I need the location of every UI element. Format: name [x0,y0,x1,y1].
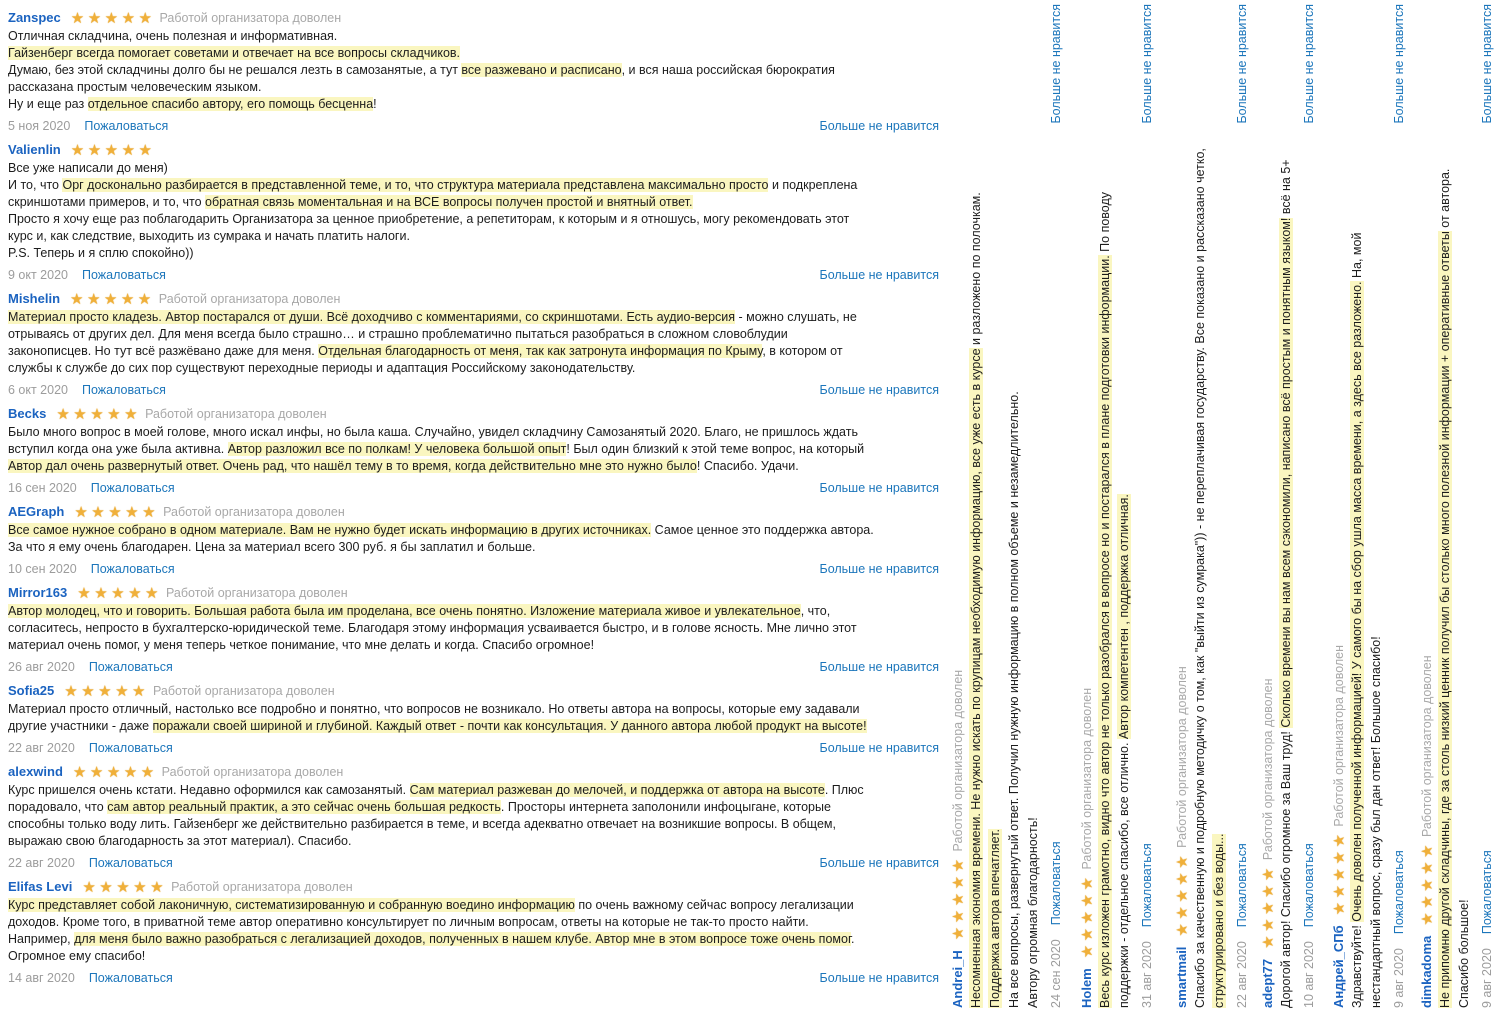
review-body [8,309,939,377]
five-star-rating-icon: ★★★★★ [950,855,967,941]
rotated-review-column [948,0,1065,1010]
username-link[interactable]: Holem [1079,968,1094,1008]
plain-text: и подкреплена [768,178,858,192]
review-text-line [8,897,939,914]
review-text-line [1436,4,1455,1008]
review [8,583,939,676]
review-body [8,160,939,262]
review-text-line [8,441,939,458]
unlike-link[interactable]: Больше не нравится [819,119,939,133]
review-date: 22 авг 2020 [1235,941,1249,1008]
review-body [8,701,939,735]
review-footer [8,854,939,872]
username-link[interactable]: adept77 [1260,958,1275,1008]
report-link[interactable]: Пожаловаться [88,660,173,674]
username-link[interactable]: Mishelin [8,291,61,306]
review-body [1436,4,1474,1008]
review-text-line [8,833,939,850]
review [8,762,939,872]
highlighted-text: Несомненная экономия времени. Не нужно искать по крупицам необходимую информацию, все уже есть в курсе [969,348,983,1008]
review-text-line [1115,4,1134,1008]
review-text-line [8,160,939,177]
unlike-link[interactable]: Больше не нравится [819,660,939,674]
username-link[interactable]: AEGraph [8,504,65,519]
plain-text: и разложено по полочкам. [969,192,983,349]
rotated-review-column [1329,0,1408,1010]
plain-text: ! Был один близкий к этой теме вопрос, на который [566,442,865,456]
review-date: 9 авг 2020 [1480,948,1494,1008]
highlighted-text: Материал просто кладезь. Автор постарался от души. Всё доходчиво с комментариями, со скриншотами. Есть аудио-версия [8,310,736,324]
review-header [8,762,939,782]
review-status-label: Работой организатора доволен [161,765,344,779]
plain-text: По поводу [1098,191,1112,256]
plain-text: Просто я хочу еще раз поблагодарить Организатора за ценное приобретение, а репетиторам, к которым и я отношусь, могу рекомендовать этот [8,212,850,226]
review-date: 22 авг 2020 [8,741,75,755]
review-text-line [8,194,939,211]
review-status-label: Работой организатора доволен [159,11,342,25]
review-text-line [8,718,939,735]
unlike-link[interactable]: Больше не нравится [819,383,939,397]
review-date: 24 сен 2020 [1049,939,1063,1008]
review-date: 5 ноя 2020 [8,119,71,133]
review-footer [8,266,939,284]
review-date: 16 сен 2020 [8,481,77,495]
review-text-line [8,620,939,637]
report-link[interactable]: Пожаловаться [90,562,175,576]
review-header [8,140,939,160]
review-text-line [8,326,939,343]
username-link[interactable]: Андрей_СПб [1331,925,1346,1008]
review-text-line [986,4,1005,1008]
review-header [948,4,967,1008]
highlighted-text: Автор молодец, что и говорить. Большая работа была им проделана, все очень понятно. Изложение материала живое и увлекательное [8,604,801,618]
review-header [8,681,939,701]
highlighted-text: Сколько времени вы нам всем сэкономили, написано всё простым и понятным языком! [1279,217,1293,728]
plain-text: . Плюс [824,783,864,797]
review-text-line [8,96,939,113]
highlighted-text: структурировано и без воды... [1212,833,1226,1008]
highlighted-text: поражали своей шириной и глубиной. Каждый ответ - почти как консультация. У данного автора любой продукт на высоте! [152,719,867,733]
highlighted-text: Орг досконально разбирается в представленной теме, и то, что структура материала представлена максимально просто [62,178,769,192]
review-footer [1478,4,1496,1008]
review-header [8,404,939,424]
review-header [8,8,939,28]
highlighted-text: Гайзенберг всегда помогает советами и отвечает на все вопросы складчиков. [8,46,461,60]
report-link[interactable]: Пожаловаться [1480,850,1494,935]
plain-text: курс и, как следствие, выходить из сумрака и начать платить налоги. [8,229,410,243]
plain-text: поддержки - отдельное спасибо, все отлично. [1117,739,1131,1008]
review-text-line [8,782,939,799]
unlike-link[interactable]: Больше не нравится [1392,4,1406,124]
plain-text: , и вся наша российская бюрократия [621,63,835,77]
highlighted-text: Не припомню другой складчины, где за столь низкий ценник получил бы столько много полезной информации + оперативные ответы [1438,231,1452,1008]
review-footer [8,381,939,399]
review-date: 10 авг 2020 [1302,941,1316,1008]
username-link[interactable]: Valienlin [8,142,61,157]
rotated-review-column [1258,0,1318,1010]
plain-text: . Просторы интернета заполонили инфоцыгане, которые [500,800,831,814]
unlike-link[interactable]: Больше не нравится [819,741,939,755]
highlighted-text: все разжевано и расписано [461,63,622,77]
review-status-label: Работой организатора доволен [1420,655,1434,837]
review-text-line [1005,4,1024,1008]
plain-text: способны только воду лить. Гайзенберг же действительно разбирается в теме, и всегда адекватно отвечает на возникшие вопросы. В общем, [8,817,836,831]
unlike-link[interactable]: Больше не нравится [1140,4,1154,124]
highlighted-text: Все самое нужное собрано в одном материале. Вам не нужно будет искать информацию в других источниках. [8,523,652,537]
rotated-review-content [1329,0,1413,1010]
plain-text: - можно слушать, не [735,310,857,324]
review-footer [8,560,939,578]
unlike-link[interactable]: Больше не нравится [819,856,939,870]
review-header [8,877,939,897]
five-star-rating-icon: ★★★★★ [1079,873,1096,959]
highlighted-text: обратная связь моментальная и на ВСЕ вопросы получен простой и внятный ответ. [205,195,693,209]
review-date: 6 окт 2020 [8,383,68,397]
review-text-line [8,360,939,377]
review-text-line [8,211,939,228]
report-link[interactable]: Пожаловаться [1302,843,1316,928]
five-star-rating-icon: ★★★★★ [1331,830,1348,916]
rotated-review-content [1172,0,1256,1010]
review-status-label: Работой организатора доволен [171,880,353,894]
review-text-line [8,45,939,62]
review-header [8,583,939,603]
review [8,140,939,284]
five-star-rating-icon: ★★★★★ [74,504,160,521]
review-text-line [8,28,939,45]
review-body [1191,4,1229,1008]
review-text-line [8,522,939,539]
review-text-line [8,424,939,441]
review-text-line [8,228,939,245]
highlighted-text: Курс представляет собой лаконичную, систематизированную и собранную воедино информацию [8,898,575,912]
plain-text: Ну и еще раз [8,97,88,111]
plain-text: согласитесь, непросто в бухгалтерско-юридической теме. Благодаря этому информация усваивается быстро, и в голове ясность. Мне лично этот [8,621,857,635]
review-body [1096,4,1134,1008]
plain-text: Спасибо за качественную и подробную методичку о том, как "выйти из сумрака")) - не переплачивая государству. Все показано и рассказано четко, [1193,148,1207,1008]
plain-text: Материал просто отличный, настолько все подробно и понятно, что вопросов не возникало. Но ответы автора на вопросы, которые ему задавали [8,702,860,716]
review [948,4,1065,1008]
review-text-line [1210,4,1229,1008]
plain-text: ! Спасибо. Удачи. [696,459,799,473]
plain-text: всё на 5+ [1279,159,1293,218]
plain-text: , в котором от [762,344,843,358]
unlike-link[interactable]: Больше не нравится [819,562,939,576]
plain-text: Спасибо большое! [1457,899,1471,1008]
report-link[interactable]: Пожаловаться [1049,841,1063,926]
review-status-label: Работой организатора доволен [166,586,348,600]
review [8,8,939,135]
review-footer [8,117,939,135]
review-status-label: Работой организатора доволен [1080,687,1094,870]
review-text-line [1096,4,1115,1008]
highlighted-text: Автор компетентен , поддержка отличная. [1117,494,1131,740]
review-header [8,289,939,309]
plain-text: Дорогой автор! Спасибо огромное за Ваш труд! [1279,727,1293,1008]
review-footer [8,969,939,987]
plain-text: порадовало, что [8,800,108,814]
review [8,681,939,757]
plain-text: , что, [800,604,831,618]
review-header [1172,4,1191,1008]
review-body [8,603,939,654]
unlike-link[interactable]: Больше не нравится [1480,4,1494,124]
five-star-rating-icon: ★★★★★ [70,291,155,308]
username-link[interactable]: alexwind [8,764,63,779]
review-header [1077,4,1096,1008]
review-date: 26 авг 2020 [8,660,75,674]
username-link[interactable]: Mirror163 [8,585,68,600]
review-status-label: Работой организатора доволен [1175,666,1189,848]
unlike-link[interactable]: Больше не нравится [1235,4,1249,124]
review-text-line [1455,4,1474,1008]
review [8,404,939,497]
review-body [1277,4,1296,1008]
plain-text: Было много вопрос в моей голове, много искал инфы, но была каша. Случайно, увидел складчину Самозанятый 2020. Благо, не пришлось ждать [8,425,858,439]
review [8,289,939,399]
unlike-link[interactable]: Больше не нравится [819,481,939,495]
username-link[interactable]: Zanspec [8,10,61,25]
review-text-line [8,309,939,326]
review-date: 31 авг 2020 [1140,941,1154,1008]
plain-text: законописцев. Но тут всё разжёвано даже для меня. [8,344,319,358]
plain-text: И то, что [8,178,63,192]
highlighted-text: Очень доволен полученной информацией! У самого бы на сбор ушла масса времени, а здесь все разложено. [1350,281,1364,922]
plain-text: доходов. Кроме того, в приватной теме автор оперативно консультирует по личным вопросам, ответы на которые не так-то просто найти. [8,915,809,929]
plain-text: рассказана простым человеческим языком. [8,80,262,94]
review-footer [8,739,939,757]
username-link[interactable]: Becks [8,406,47,421]
review-text-line [8,603,939,620]
report-link[interactable]: Пожаловаться [1140,843,1154,928]
review-footer [1138,4,1156,1008]
plain-text: Все уже написали до меня) [8,161,168,175]
report-link[interactable]: Пожаловаться [82,268,166,282]
review-body [8,424,939,475]
highlighted-text: Автор дал очень развернутый ответ. Очень рад, что нашёл тему в то время, когда действительно мне это нужно было [8,459,697,473]
review-text-line [8,799,939,816]
review-text-line [8,637,939,654]
review-text-line [8,816,939,833]
unlike-link[interactable]: Больше не нравится [819,268,939,282]
plain-text: отрываясь от других дел. Для меня всегда было страшно… и страшно проблематично пытаться разобраться в сложном словоблудии [8,327,788,341]
review-text-line [1024,4,1043,1008]
review [8,502,939,578]
plain-text: P.S. Теперь и я сплю спокойно)) [8,246,194,260]
plain-text: вступил когда она уже была активна. [8,442,228,456]
review-status-label: Работой организатора доволен [1261,678,1275,861]
rotated-review-content [948,0,1070,1010]
review-text-line [1348,4,1367,1008]
review-text-line [8,701,939,718]
plain-text: материал очень помог, у меня теперь четкое понимание, что мне делать и когда. Спасибо огромное! [8,638,595,652]
report-link[interactable]: Пожаловаться [88,741,173,755]
review-date: 9 авг 2020 [1392,948,1406,1008]
review-footer [1300,4,1318,1008]
plain-text: Автору огромная благодарность! [1026,817,1040,1008]
report-link[interactable]: Пожаловаться [1235,843,1249,928]
review-text-line [1277,4,1296,1008]
unlike-link[interactable]: Больше не нравится [819,971,939,985]
review-status-label: Работой организатора доволен [163,505,345,519]
review-status-label: Работой организатора доволен [145,407,327,421]
review-text-line [8,79,939,96]
review-text-line [8,931,939,948]
review [1172,4,1251,1008]
five-star-rating-icon: ★★★★★ [56,406,142,423]
report-link[interactable]: Пожаловаться [82,383,166,397]
review-header [8,502,939,522]
review-header [1329,4,1348,1008]
review-body [8,522,939,556]
plain-text: службы к службе до сих пор существуют переходные периоды и адаптация Российскому законодательству. [8,361,636,375]
plain-text: ! [373,97,377,111]
review-status-label: Работой организатора доволен [153,684,335,698]
review [1329,4,1408,1008]
five-star-rating-icon: ★★★★★ [72,764,158,781]
plain-text: Отличная складчина, очень полезная и информативная. [8,29,338,43]
plain-text: Например, [8,932,75,946]
review-text-line [1367,4,1386,1008]
review-text-line [8,458,939,475]
five-star-rating-icon: ★★★★★ [1419,841,1436,926]
plain-text: скриншотами примеров, и то, что [8,195,206,209]
plain-text: выражаю свою благодарность за этот материал). Спасибо. [8,834,352,848]
unlike-link[interactable]: Больше не нравится [1049,4,1063,124]
rotated-review-content [1417,0,1501,1010]
review-text-line [8,914,939,931]
review [1077,4,1156,1008]
highlighted-text: Автор разложил все по полкам! У человека большой опыт [227,442,567,456]
highlighted-text: отдельное спасибо автору, его помощь бесценна [87,97,374,111]
review-text-line [8,177,939,194]
rotated-review-content [1258,0,1323,1010]
unlike-link[interactable]: Больше не нравится [1302,4,1316,124]
review-date: 22 авг 2020 [8,856,75,870]
plain-text: Думаю, без этой складчины долго бы не решался лезть в самозанятые, а тут [8,63,462,77]
review-footer [1233,4,1251,1008]
review-body [1348,4,1386,1008]
report-link[interactable]: Пожаловаться [90,481,175,495]
plain-text: Самое ценное это поддержка автора. [651,523,874,537]
review-footer [1047,4,1065,1008]
five-star-rating-icon: ★★★★★ [82,879,168,896]
plain-text: по очень важному сейчас вопросу легализации [574,898,854,912]
review [8,877,939,987]
rotated-review-content [1077,0,1161,1010]
highlighted-text: Отдельная благодарность от меня, так как затронута информация по Крыму [318,344,763,358]
review-text-line [8,948,939,965]
plain-text: Огромное ему спасибо! [8,949,146,963]
highlighted-text: Сам материал разжеван до мелочей, и поддержка от автора на высоте [409,783,825,797]
review-date: 9 окт 2020 [8,268,68,282]
review-date: 10 сен 2020 [8,562,77,576]
five-star-rating-icon: ★★★★★ [70,142,156,159]
username-link[interactable]: Andrei_H [950,950,965,1008]
review-body [8,782,939,850]
five-star-rating-icon: ★★★★★ [70,10,156,27]
plain-text: от автора. [1438,168,1452,232]
report-link[interactable]: Пожаловаться [88,856,173,870]
review-text-line [8,62,939,79]
username-link[interactable]: dimkadoma [1419,935,1434,1008]
review-status-label: Работой организатора доволен [951,669,965,852]
review-text-line [8,245,939,262]
username-link[interactable]: Elifas Levi [8,879,73,894]
review-date: 14 авг 2020 [8,971,75,985]
review-footer [1390,4,1408,1008]
five-star-rating-icon: ★★★★★ [64,683,149,700]
review-text-line [1191,4,1210,1008]
five-star-rating-icon: ★★★★★ [1174,851,1191,937]
report-link[interactable]: Пожаловаться [1392,850,1406,935]
review-body [967,4,1043,1008]
review-header [1258,4,1277,1008]
highlighted-text: Поддержка автора впечатляет. [988,829,1002,1008]
five-star-rating-icon: ★★★★★ [77,585,162,602]
username-link[interactable]: smartmail [1174,946,1189,1008]
five-star-rating-icon: ★★★★★ [1260,864,1277,949]
highlighted-text: сам автор реальный практик, а это сейчас очень большая редкость [107,800,501,814]
highlighted-text: для меня было важно разобраться с легализацией доходов, полученных в нашем клубе. Автор мне в этом вопросе тоже очень помог [74,932,851,946]
plain-text: Здравствуйте! [1350,921,1364,1008]
plain-text: На все вопросы, развернутый ответ. Получил нужную информацию в полном объеме и незамедлительно. [1007,391,1021,1008]
review-footer [8,479,939,497]
username-link[interactable]: Sofia25 [8,683,55,698]
review-text-line [8,343,939,360]
plain-text: другие участники - даже [8,719,153,733]
review-status-label: Работой организатора доволен [1332,644,1346,827]
review-header [1417,4,1436,1008]
plain-text: . [850,932,855,946]
report-link[interactable]: Пожаловаться [88,971,173,985]
review-body [8,897,939,965]
review-body [8,28,939,113]
review [1258,4,1318,1008]
review [1417,4,1496,1008]
rotated-review-column [1172,0,1251,1010]
plain-text: Курс пришелся очень кстати. Недавно оформился как самозанятый. [8,783,410,797]
plain-text: На, мой [1350,232,1364,282]
report-link[interactable]: Пожаловаться [84,119,169,133]
review-text-line [8,539,939,556]
highlighted-text: Весь курс изложен грамотно, видно что автор не только разобрался в вопросе но и постарался в плане подготовки информации. [1098,255,1112,1008]
review-text-line [967,4,986,1008]
rotated-review-column [1417,0,1496,1010]
review-footer [8,658,939,676]
plain-text: За что я ему очень благодарен. Цена за материал всего 300 руб. я бы заплатил и больше. [8,540,536,554]
review-status-label: Работой организатора доволен [158,292,341,306]
rotated-review-column [1077,0,1156,1010]
plain-text: нестандартный вопрос, сразу был дан ответ! Большое спасибо! [1369,636,1383,1008]
